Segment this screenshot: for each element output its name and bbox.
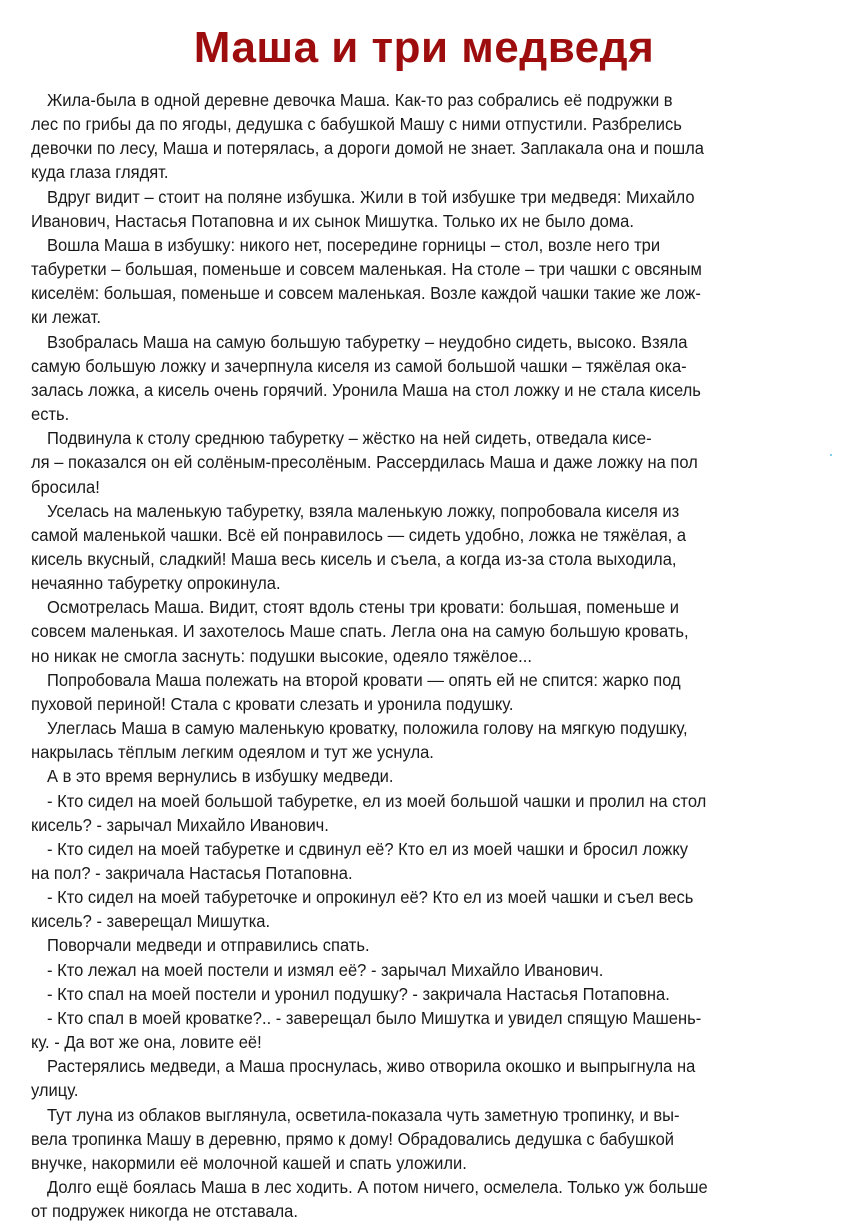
text-line: Жила-была в одной деревне девочка Маша. Как-то раз собрались её подружки в (46, 90, 673, 110)
story-paragraph (31, 933, 783, 957)
text-line: - Кто лежал на моей постели и измял её? - зарычал Михайло Иванович. (46, 959, 604, 980)
text-line: Иванович, Настасья Потаповна и их сынок Мишутка. Только их не было дома. (31, 210, 634, 231)
text-line: - Кто сидел на моей табуреточке и опрокинул её? Кто ел из моей чашки и съел весь (46, 887, 694, 908)
story-paragraph (31, 668, 783, 716)
text-line: Уселась на маленькую табуретку, взяла маленькую ложку, попробовала киселя из (46, 500, 680, 521)
story-paragraph (31, 789, 783, 837)
scan-artifact (830, 454, 832, 456)
text-line: куда глаза глядят. (31, 162, 169, 183)
text-line: Растерялись медведи, а Маша проснулась, живо отворила окошко и выпрыгнула на (46, 1056, 696, 1077)
story-body (31, 88, 783, 1223)
text-line: накрылась тёплым легким одеялом и тут же уснула. (31, 742, 434, 763)
text-line: киселём: большая, поменьше и совсем маленькая. Возле каждой чашки такие же лож- (31, 283, 701, 304)
story-paragraph (31, 595, 783, 667)
text-line: Поворчали медведи и отправились спать. (46, 935, 370, 956)
story-title: Маша и три медведя (193, 23, 655, 72)
story-paragraph (31, 837, 783, 885)
text-line: лес по грибы да по ягоды, дедушка с бабушкой Машу с ними отпустили. Разбрелись (31, 114, 682, 135)
story-paragraph (31, 982, 783, 1006)
text-line: нечаянно табуретку опрокинула. (31, 573, 281, 594)
text-line: самую большую ложку и зачерпнула киселя из самой большой чашки – тяжёлая ока- (31, 355, 687, 376)
text-line: на пол? - закричала Настасья Потаповна. (31, 863, 353, 883)
text-line: самой маленькой чашки. Всё ей понравилось — сидеть удобно, ложка не тяжёлая, а (31, 524, 687, 545)
text-line: Вдруг видит – стоит на поляне избушка. Жили в той избушке три медведя: Михайло (46, 186, 695, 207)
text-line: пуховой периной! Стала с кровати слезать и уронила подушку. (31, 693, 514, 714)
text-line: Подвинула к столу среднюю табуретку – жёстко на ней сидеть, отведала кисе- (46, 428, 652, 449)
story-paragraph (31, 716, 783, 764)
story-paragraph (31, 426, 783, 498)
text-line: внучке, накормили её молочной кашей и спать уложили. (31, 1152, 467, 1173)
text-line: ля – показался он ей солёным-пресолёным. Рассердилась Маша и даже ложку на пол (31, 452, 698, 473)
text-line: Взобралась Маша на самую большую табуретку – неудобно сидеть, высоко. Взяла (46, 331, 688, 352)
story-paragraph (31, 885, 783, 933)
story-paragraph (31, 1006, 783, 1054)
text-line: Тут луна из облаков выглянула, осветила-показала чуть заметную тропинку, и вы- (46, 1104, 680, 1125)
text-line: но никак не смогла заснуть: подушки высокие, одеяло тяжёлое... (31, 645, 532, 666)
text-line: кисель? - зарычал Михайло Иванович. (31, 814, 329, 835)
text-line: - Кто спал на моей постели и уронил подушку? - закричала Настасья Потаповна. (46, 983, 670, 1004)
text-line: есть. (31, 404, 70, 425)
text-line: ку. - Да вот же она, ловите её! (31, 1032, 262, 1053)
text-line: - Кто спал в моей кроватке?.. - заверещал было Мишутка и увидел спящую Машень- (46, 1007, 702, 1028)
text-line: Попробовала Маша полежать на второй кровати — опять ей не спится: жарко под (46, 669, 681, 690)
text-line: табуретки – большая, поменьше и совсем маленькая. На столе – три чашки с овсяным (31, 259, 702, 280)
story-paragraph (31, 1054, 783, 1102)
text-line: - Кто сидел на моей табуретке и сдвинул её? Кто ел из моей чашки и бросил ложку (46, 838, 689, 859)
text-line: - Кто сидел на моей большой табуретке, ел из моей большой чашки и пролил на стол (46, 790, 707, 811)
story-paragraph (31, 499, 783, 596)
text-line: совсем маленькая. И захотелось Маше спать. Легла она на самую большую кровать, (31, 621, 689, 642)
story-paragraph (31, 764, 783, 788)
text-line: Вошла Маша в избушку: никого нет, посередине горницы – стол, возле него три (46, 234, 661, 255)
story-paragraph (31, 958, 783, 982)
story-paragraph (31, 88, 783, 185)
text-line: бросила! (31, 476, 100, 497)
text-line: вела тропинка Машу в деревню, прямо к дому! Обрадовались дедушка с бабушкой (31, 1128, 675, 1149)
story-paragraph (31, 1103, 783, 1175)
text-line: Долго ещё боялась Маша в лес ходить. А потом ничего, осмелела. Только уж больше (46, 1177, 708, 1198)
story-paragraph (31, 185, 783, 233)
text-line: залась ложка, а кисель очень горячий. Уронила Маша на стол ложку и не стала кисель (31, 379, 701, 400)
text-line: улицу. (31, 1080, 79, 1101)
text-line: Осмотрелась Маша. Видит, стоят вдоль стены три кровати: большая, поменьше и (46, 597, 679, 618)
text-line: кисель вкусный, сладкий! Маша весь кисель и съела, а когда из-за стола выходила, (31, 548, 677, 569)
text-line: девочки по лесу, Маша и потерялась, а дороги домой не знает. Заплакала она и пошла (31, 138, 704, 159)
text-line: А в это время вернулись в избушку медведи. (46, 766, 394, 787)
story-paragraph (31, 330, 783, 427)
text-line: Улеглась Маша в самую маленькую кроватку, положила голову на мягкую подушку, (46, 718, 688, 739)
text-line: ки лежат. (31, 307, 101, 328)
story-paragraph (31, 233, 783, 330)
story-paragraph (31, 1175, 783, 1223)
text-line: кисель? - заверещал Мишутка. (31, 911, 271, 932)
text-line: от подружек никогда не отставала. (31, 1201, 298, 1222)
